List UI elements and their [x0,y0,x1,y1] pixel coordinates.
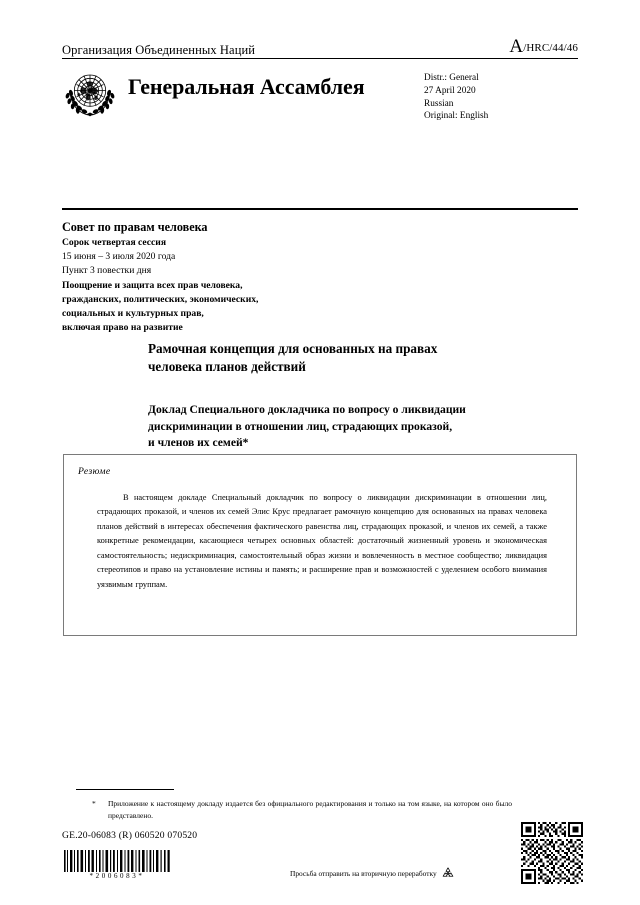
agenda-title-line-0: Поощрение и защита всех прав человека, [62,279,243,291]
report-subtitle [148,402,568,451]
qr-code-icon [521,822,583,884]
sub-title-line-1: дискриминации в отношении лиц, страдающих проказой, [148,419,453,433]
masthead-top-row [62,34,578,56]
main-title-line-0: Рамочная концепция для основанных на правах [148,341,438,356]
council-name: Совет по правам человека [62,220,208,234]
distribution-line-1: 27 April 2020 [424,85,476,96]
footnote-separator [76,789,174,790]
recycle-notice [290,866,455,880]
footnote [92,798,512,822]
summary-text: В настоящем докладе Специальный докладчик по вопросу о ликвидации дискриминации в отношении лиц, страдающих проказой, и членов их семей Элис Крус предлагает рамочную концепцию для основанных на правах человека планов действий в интересах обеспечения фактического равенства лиц, страдающих проказой, и членов их семей, а также конкретные рекомендации, касающиеся четырех основных областей: достаточный жизненный уровень и экономическая самостоятельность; недискриминация, самостоятельный образ жизни и вовлеченность в местное сообщество; ликвидация стереотипов и право на установление истины и память; и расширение прав и возможностей с уделением особого внимания уязвимым группам. [97,493,547,589]
agenda-title-line-3: включая право на развитие [62,321,183,333]
session-number: Сорок четвертая сессия [62,237,167,249]
recycle-text: Просьба отправить на вторичную переработку [290,868,437,878]
sub-title-line-2: и членов их семей* [148,436,249,450]
un-emblem-icon [62,66,118,122]
masthead-body-row [62,64,578,122]
summary-box [63,454,577,636]
barcode-icon [62,850,172,872]
footnote-marker: * [92,799,96,808]
body-name: Генеральная Ассамблея [128,74,365,99]
title-block [148,340,568,452]
masthead-divider [62,58,578,59]
agenda-item: Пункт 3 повестки дня [62,265,152,277]
document-symbol-suffix: /HRC/44/46 [523,42,578,54]
agenda-title-line-2: социальных и культурных прав, [62,307,204,319]
agenda-title-line-1: гражданских, политических, экономических, [62,293,259,305]
barcode-text: *2006083* [89,872,145,880]
organization-name: Организация Объединенных Наций [62,42,256,57]
distribution-block [424,72,488,123]
summary-label: Резюме [78,466,111,477]
main-title-line-1: человека планов действий [148,359,306,375]
page-title [148,340,568,376]
header-separator [62,208,578,210]
sub-title-line-0: Доклад Специального докладчика по вопросу о ликвидации [148,403,466,417]
document-symbol-prefix: A [509,36,524,57]
session-dates: 15 июня – 3 июля 2020 года [62,251,176,263]
job-number: GE.20-06083 (R) 060520 070520 [62,830,198,841]
masthead [62,34,578,122]
distribution-line-3: Original: English [424,111,489,122]
footnote-text: Приложение к настоящему докладу издается без официального редактирования и только на том языке, на котором оно было представлено. [108,799,512,821]
distribution-line-0: Distr.: General [424,73,479,83]
document-symbol [509,37,578,56]
session-block [62,220,462,335]
distribution-line-2: Russian [424,98,454,109]
recycle-icon [441,866,455,880]
